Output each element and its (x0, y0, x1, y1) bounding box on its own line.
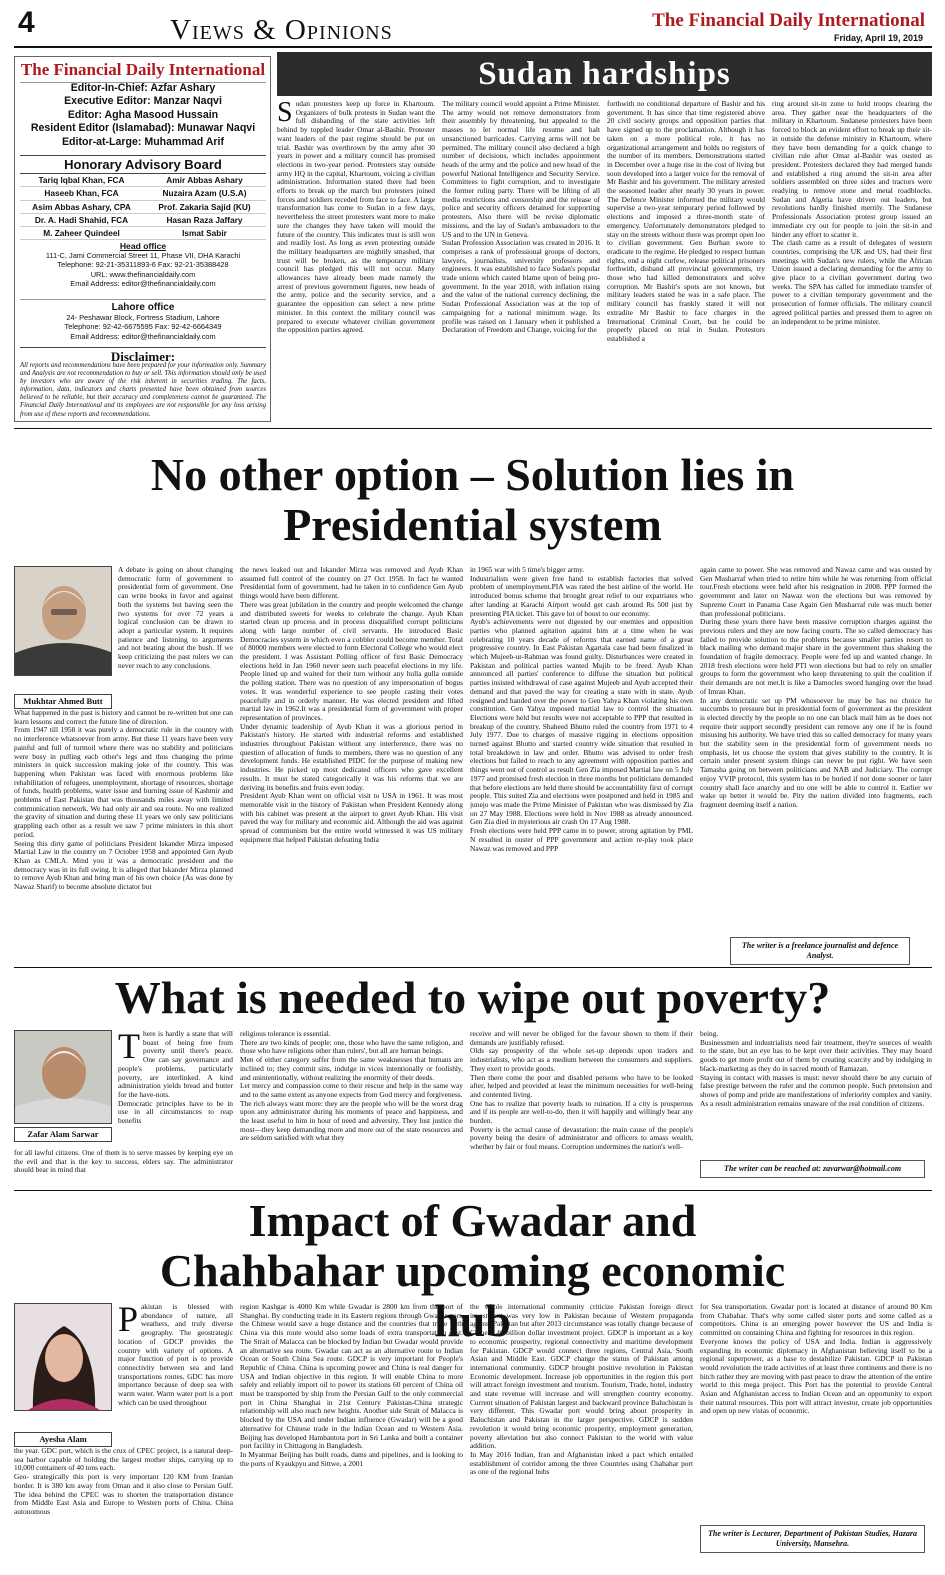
section-divider (14, 967, 932, 968)
presidential-headline: No other option – Solution lies in Presidential system (150, 449, 795, 550)
staff-line: Executive Editor: Manzar Naqvi (64, 95, 222, 108)
author-photo-zafar (14, 1030, 112, 1124)
article-text: here is hardly a state that will boast of being free from poverty until there's peace. One can say governance and people's problems, particularly poverty, are interlinked. A kind administration yields bread and butter for the have-nots. Democratic principles have to be in use in all circumstances to reap benefits (118, 1030, 233, 1126)
board-member: Prof. Zakaria Sajid (KU) (143, 201, 266, 214)
article-text: akistan is blessed with abundance of nature, all weathers, and truly diverse geography. The geostrategic location of GDCP provides the country with variety of options. A major function of port is to provide connectivity between sea and land transportations routes. GDC has more importance because of deep sea with warm water. Warm water port is a port which can be used throughout (118, 1303, 233, 1407)
gwadar-headline: Impact of Gwadar and Chahbahar upcoming economic hub (159, 1195, 786, 1346)
poverty-headline: What is needed to wipe out poverty? (114, 972, 831, 1023)
presidential-column: What happened in the past is history and cannot be re-written but one can learn lessons and correct the future line of direction. From 1947 till 1958 it was purely a democratic rule in the country with no interference whatsoever from army. But these 11 years have been very painful and full of turmoil where there was no stability and politicians were busy in pulling each other's legs and thus changing the prime ministers in quick succession making joke of the country. This was happening when Pakistan was faced with enormous problems like rehabilitation of refugees, unemployment, shortage of resources, shortage of funds, health problems, water issue and burning issue of Kashmir and problems of East Pakistan that was thousands miles away with limited communication network. We had only air and sea route. No one realized the gravity of situation and during these 11 years we only saw politicians grappling each other as a result we saw 7 prime ministers in this short period. Seeing this dirty game of politicians President Iskander Mirza imposed Martial Law in the country on 7 October 1958 and appointed Gen Ayub Khan as CMLA. Mind you it was a democratic president and the democracy was in its full swing. It is alleged that Iskander Mirza planned to remove Ayub Khan and bring man of his own choice (As was done by Nawaz Sharif) to become absolute dictator but (14, 709, 233, 892)
disclaimer-title: Disclaimer: (20, 347, 266, 365)
address-line: URL: www.thefinancialdaily.com (90, 269, 196, 279)
disclaimer-text: All reports and recommendations have been prepared for your information only. Summary and Analysis are not recommendation to buy or sell. This information should only be used by investors who are aware of the risk inherent in securities trading. The facts, information, data, indicators and charts presented have been obtained from sources believed to be reliable, but their accuracy and completeness cannot be guaranteed. The Financial Daily International and its employees are not responsible for any loss arising from use of these reports and recommendations. (20, 362, 266, 418)
gwadar-column: region Kashgar is 4000 Km while Gwadar is 2800 km from the port of Shanghai. By conducting trade in its Eastern regions through Gwadar port, the Chinese would save a huge distance and the countries that trade with China via this route would also some loads of extra transportation cost. The Strait of Malacca can be blocked by Indian but Gwadar would provide an alternative sea route. Gwadar can act as an alternative route to Indian Ocean or South China Sea route. GDCP is very important for People's Republic of China. China is upcoming power and China is real danger for USA and Indian objective in this region. It will enable China to more safely and reliably import oil to power its stations 60 percent of China oil must be transported by ship from the Persian Gulf to the only commercial port in China Shanghai in 21st Century Pakistan-China strategic relationship will also reach new heights. Another side Strait of Malacca is blocked by the USA and under Indian influence (Gwadar) will be a good alternative for Chinese trade in the Indian Ocean and to Western Asia. Beijing has developed Hambantota port in Sri Lanka and built a container port facility in Chittagong in Bangladesh. In Myanmar Beijing has built roads, dams and pipelines, and is looking to the ports of Kyaukpyu and Sittwe, a 2001 (240, 1303, 463, 1468)
author-credit: The writer can be reached at: zavarwar@hotmail.com (700, 1160, 925, 1178)
sudan-column: The military council would appoint a Prime Minister. The army would not remove demonstrators from their assembly by threatening, but appealed to the masses to let normal life resume and halt unsanctioned barricades. Carrying arms will not be permitted. The military council also declared a high number of decisions, which includes appointment heads of the army and the police and new head of the powerful National Intelligence and Security Service. Committees to fight corruption, and to investigate the former ruling party. There will be lifting of all media restrictions and censorship and the release of police and security officers detained for supporting protesters. Also there will be revise diplomatic missions, and the lay of Sudan's ambassadors to the US and to the UN in Geneva. Sudan Profession Association was created in 2016. It comprises a rank of professional groups of doctors, lawyers, journalists, university professors and engineers. It was established to face Sudan's popular trade unions which casted blame upon of being pro-government. In the year 2018, with inflation rising and the value of the national currency declining, the Sudan Professional Association was at the top of campaigning for a national minimum wage. Its profile was raised on 1 January when it published a Declaration of Freedom and Change, voicing for the (442, 100, 600, 335)
portrait-image (15, 567, 112, 676)
staff-line: Resident Editor (Islamabad): Munawar Naqvi (30, 122, 256, 135)
portrait-image (15, 1031, 112, 1124)
address-line: 24- Peshawar Block, Fortress Stadium, Lahore (66, 313, 220, 322)
article-text: udan protesters keep up force in Khartoum. Organizers of bulk protests in Sudan want the full disbanding of the state activities left behind by toppled leader Omar al-Bashir. Protester want leaders of the past regime should be put on trial. Bashir was overthrown by the army after 30 years in power and a military council has promised elections in two-year period. Protesters stay outside army HQ in the capital, Khartoum, voicing a civilian administration. Information stated there had been efforts to break up the march but protesters joined forces and soldiers receded from face to face. A large transformation has come to Sudan in a few days, nevertheless the street protesters want more to make sure the changes they have taken will mould the future of the country. This indicates trust is still won and readily lost. As long as even protesting outside the military headquarters are mightily smashed, that trust will be broken, as the temporary military council has pledged this will not occur. Many allowances have already been made namely the arrest of previous government figures, new heads of the army, police and the security service, and a guarantee the opposition can select a new prime minister. In this context the military council was prepared to execute whatever civilian government the opposition parties agreed. (277, 100, 435, 335)
section-divider (14, 428, 932, 429)
sudan-column: forthwith no conditional departure of Bashir and his government. It has since that time registered above 20 civil society groups and opposition parties that have signed up to the proclamation. Although it has taken on a more political role, it has no organizational arrangement and holds no registers of the number of its members. Demonstrations started in December over a huge rise in the cost of living but soon developed into a larger voice for the removal of Mr Bashir and his government. The military arrested the seasoned leader after nearly 30 years in power. The Defence Minister informed the military would supervise a two-year temporary period followed by elections and imposed a three-month state of emergency. Unfortunately demonstrators pledged to stay on the streets without there was prompt open loo to civilian government. Gen Burhan swore to eradicate to the regime. He pledged to respect human rights, end a night curfew, release political prisoners forthwith, disband all provincial governments, try those who had killed demonstrators and solve corruption. Mr Bashir's spots are not known, but military leaders stated he was in a safe place. The military council has frankly stated it will not extradite Mr Bashir to face charges in the International Criminal Court, but he could be properly placed on trial in Sudan. Protestors established a (607, 100, 765, 343)
page-number: 4 (18, 6, 35, 39)
gwadar-column: the year. GDC port, which is the crux of CPEC project, is a natural deep-sea harbor capable of holding the largest mother ships, carrying up to 10,000 containers of 40 tons each. Geo- strategically this port is very important 120 KM from Iranian border. It is 380 km away from Oman and it also close to Persian Gulf. The idea behind the CPEC was to shorten the transportation distance from Middle East Asia and Europe to Western ports of China. China autonomous (14, 1447, 233, 1516)
board-member: Ismat Sabir (143, 227, 266, 240)
author-credit: The writer is Lecturer, Department of Pakistan Studies, Hazara University, Mansehra. (700, 1525, 925, 1553)
board-member: Tariq Iqbal Khan, FCA (20, 174, 143, 187)
sudan-column: ring around sit-in zone to hold troops clearing the area. They gather near the headquarters of the military in Khartoum. Sudanese protesters have been forced to block an evident effort to break up their sit-in outside the defense ministry in Khartoum, where they have been demanding for a quick change to civilian rule after Omar al-Bashir was ousted as president. Protesters declared they had merged hands and established a ring around the sit-in area after soldiers assembled on three sides and tractors were readying to remove stone and metal roadblocks. Sudan and Algeria have driven out leaders, but revolutions hardly finished merrily. The Sudanese Professionals Association protest group issued an immediate cry out for people to join the sit-in and hinder any effort to scatter it. The clash came as a result of delegates of western countries, comprising the UK and US, had their first meetings with Sudan's new rulers, while the African Union issued a declaring demanding for the army to give place to a civilian government during two weeks. The SPA has called for immediate transfer of power to a civilian temporary government and the prosecution of former officials. The military council agreed political parties and pressed them to agree on an independent to be prime minister. (772, 100, 932, 326)
presidential-column: again came to power. She was removed and Nawaz came and was ousted by Gen Musharraf when tried to retire him while he was returning from official tour.Fresh elections were held after his resignation in 2008. PPP formed the government and later on Nawaz won the elections but was removed by Supreme Court in Panama Case Again Gen Musharraf rule was much better than professional politicians. During these years there have been massive corruption charges against the previous rulers and they are now facing courts. The so called democracy has failed to provide solution to the problems because smaller parties resort to black mailing who demand major share in the government thus shaking the foundation of fragile democracy. People were fed up and wanted change. In 2018 fresh elections were held PTI won elections but had to rely on smaller groups to form the government who keep threatening to quit the coalition if their demands are not met.It is like a Damocles sword hanging over the head of Imran Khan. In any democratic set up PM whosoever he may be has no choice he succumbs to pressure but in presidential form of government as the president is elected directly by the people so no one can black mail him as he does not require their support secondly president can remove any one if he is found misusing his authority. We have tried this so called democracy for many years but the stability seen in the presidential form of government needs no emphasis, let us choose the system that gives stability to the country. It is certain under present system things can never be put right. We have seen Tamasha going on between politicians and NAB and Judiciary. The corrupt enjoy VVIP protocol, this system has to be buried if not done sooner or later country shall face anarchy and no one will be able to control it. Earlier we wake up better it would be. Pity the nation divided into fragments, each fragment deeming itself a nation. (700, 566, 932, 809)
board-member: M. Zaheer Quindeel (20, 227, 143, 240)
staff-line: Editor-at-Large: Muhammad Arif (61, 135, 225, 148)
drop-cap: T (118, 1030, 140, 1066)
sudan-headline: Sudan hardships (277, 52, 932, 96)
head-office-title: Head office (119, 241, 167, 251)
author-photo-mukhtar (14, 566, 112, 676)
advisory-board (20, 174, 266, 240)
drop-cap: S (277, 100, 293, 128)
drop-cap: P (118, 1303, 139, 1339)
board-member: Amir Abbas Ashary (143, 174, 266, 187)
article-intro (118, 1030, 233, 1148)
sudan-column (277, 100, 435, 422)
presidential-column: the news leaked out and Iskander Mirza was removed and Ayub Khan assumed full control of the country on 27 Oct 1958. In fact he wanted Presidential form of government, had he taken in to confidence Gen Ayub things would have been different. There was great jubilation in the country and people welcomed the change and distributed sweets for weeks to celebrate the change. Ayub Khan started clean up process and in process disqualified corrupt politicians along with large number of civil servants. He introduced Basic Democracies system in which even a cobbler could become member. Total of 80000 members were elected to form Electoral College who would elect the president. I was Assistant Polling officer of first Basic Democracy elections held in Jan 1960 never seen such peaceful elections in my life. People lined up and waited for their turn without any hulla gulla outside the polling station. There was no question of any impersonation of bogus votes. It was wonderful experience to see people casting their votes peacefully and in orderly manner. He was elected president and lifted martial law in 1962.It was a presidential form of government with proper representation of provinces. Under dynamic leadership of Ayub Khan it was a glorious period in Pakistan's history. He started with industrial reforms and established industries throughout Pakistan without any interference, there was no question of allocation of funds to members, there was no question of any development funds. He established PIDC for the purpose of making new industries. He picked up most dedicated officers who gave excellent results. It must be stated categorically it was his reforms that we are deriving its benefits and fruits even today. President Ayub Khan went on official visit to USA in 1961. It was most memorable visit in the history of Pakistan when President Kennedy along with his cabinet was present at the airport to greet Ayub Khan. His visit paved the way for military and economic aid. Although the aid was against spread of communism but the entire world witnessed it was US military equipment that helped Pakistan defeating India (240, 566, 463, 844)
address-line: Email Address: editor@thefinancialdaily.com (70, 278, 216, 288)
advisory-board-title: Honorary Advisory Board (20, 155, 266, 174)
poverty-column: receive and will never be obliged for the favour shown to them if their demands are justifiably refused. Olds say prosperity of the whole set-up depends upon traders and industrialists, who act as a medium between the consumers and suppliers. They exert to provide goods. Then there come the poor and disabled persons who have to be looked after, helped and provided at least the minimum necessities for well-being and contented living. One has to realize that poverty leads to ruination. If a city is prosperous and if its people are well-to-do, then it will happily and willingly bear any burden. Poverty is the actual cause of devastation: the main cause of the people's poverty being the desire of administrator and officers to amass wealth, whether by fair or foul means. Corruption undermines the nation's well- (470, 1030, 693, 1152)
address-line: Telephone: 92-42-6675595 Fax: 92-42-6664349 (64, 322, 222, 332)
poverty-column: being. Businessmen and industrialists need fair treatment, they're sources of wealth to the state, but an eye has to be kept over their activities. They may hoard goods to get more profit out of them by creating scarcity and by indulging in black-marketing as they do in sacred month of Ramazan. Staying in contact with masses is must: never should there be any curtain of false prestige between the ruler and the common people. Such pretension and shows of pomp and pride are manifestations of inferiority complex and vanity. As a result administration remains unaware of the real condition of citizens. (700, 1030, 932, 1108)
board-member: Dr. A. Hadi Shahid, FCA (20, 214, 143, 227)
gwadar-column: for Sea transportation. Gwadar port is located at distance of around 80 Km from Chabahar. That's why some called sister ports and some called as a competitors. China is an emerging power however the US and India is committed on containing China and fighting for resources in this region. Everyone knows the policy of USA and India. Indian is aggressively expanding its economic diplomacy in Afghanistan believing itself to be a regional superpower, as a base to destabilize Pakistan. GDCP in Pakistan would revolution the trade activities of at least three continents and there is no hitch rather they are moving with past peace to draw the attention of the entire world to this mega project. This Port has the potential to provide Central Asian and Afghanistan access to Indian Ocean and an opportunity to export their natural resources. This port will attract investor, create job opportunities and open up new vistas of economic. (700, 1303, 932, 1416)
gwadar-column: the whole international community criticize Pakistan foreign direct investment was very low in Pakistan because of Western propaganda against Pakistan but after 2013 circumstance was totally change because of Chinese 46 billion dollar investment project. GDCP is important as a key to economic prosperity, regional connectivity and maritime development for Pakistan. GDCP would connect three regions, Central Asia, South Asian and Middle East. GDCP change the status of Pakistan among international community. GDCP brought positive revolution in Pakistan Economic development. Increase job opportunities in the region this port will attract foreign investment and tourism. Tourism, Trade, hotel, industry and state revenue will increase and will strengthen country economy. Current situation of Pakistan largest and backward province Baluchistan is very different. This Gwadar port would bring about prosperity in Baluchistan and Pakistan in the larger perspective. GDCP is sudden revolution it would bring economic prosperity, employment generation, poverty alleviation but also connect Pakistan to the world with value addition. In May 2016 Indian, Iran and Afghanistan inked a pact which entailed establishment of corridor among the three Countries using Chabahar port as one of the regional hubs (470, 1303, 693, 1477)
address-line: Email Address: editor@thefinancialdaily.com (70, 331, 216, 341)
head-office (20, 241, 266, 288)
masthead: The Financial Daily International (652, 10, 925, 31)
address-line: 111-C, Jami Commercial Street 11, Phase VII, DHA Karachi (45, 251, 241, 260)
dateline: Friday, April 19, 2019 (833, 33, 923, 43)
author-name: Zafar Alam Sarwar (14, 1127, 112, 1142)
staff-line: Editor: Agha Masood Hussain (67, 108, 219, 121)
section-title: Views & Opinions (170, 14, 393, 46)
portrait-image (15, 1304, 112, 1411)
editorial-masthead: The Financial Daily International (20, 60, 266, 83)
poverty-column: religious tolerance is essential. There are two kinds of people: one, those who have the same religion, and those who have religions other than rulers', but all are human beings. Men of either category suffer from the same weaknesses that humans are inclined to; they commit sins, indulge in vices intentionally or foolishly, and unintentionally, without realizing the enormity of their deeds. Let mercy and compassion come to their rescue and help in the same way and to the same extent as anyone expects from God mercy and forgiveness. The rich always want more: they are the people who will be the worst drag upon any administrator during his moments of peace and happiness, and the least useful to him in hour of need and adversity. They lust justice the most—they keep demanding more and more out of the state resources and are seldom satisfied with what they (240, 1030, 463, 1143)
board-member: Haseeb Khan, FCA (20, 187, 143, 200)
lahore-office (20, 299, 266, 341)
article-intro: A debate is going on about changing democratic form of government to presidential form of government. One can write books in favor and against both the systems but having seen the two systems for over 72 years a logical conclusion can be drawn to adopt a particular system. It requires patience and listening to arguments and not beating about the bush. If we keep criticizing the past rulers we can never reach to any conclusions. (118, 566, 233, 670)
author-name: Mukhtar Ahmed Butt (14, 694, 112, 709)
presidential-column: in 1965 war with 5 time's bigger army. Industrialists were given free hand to establish factories that solved problem of unemployment.PIA was rated the best airline of the world. He introduced bonus scheme that brought great relief to our expatriates who after landing at Karachi Airport would get cash around Rs 500 just by presenting PIA ticket. This gave lot of boost to our economy. Ayub's achievements were not digested by our enemies and opposition parties who planned agitation against him at a time when he was celebrating 10 years decade of reforms that earned name of a great progressive country. In East Pakistan Agartala case had been finalized in which Mujeeb-ur-Rahman was found guilty. Disturbances were created in Pakistan and political parties wanted Mujib to be freed. Ayub Khan announced all parties' conference to diffuse the situation but political parties insisted withdrawal of case against Mujeeb and Ayub accepted their demand and that paved the way for creating a state with in state. Ayub resigned and handed over the power to Gen Yahya Khan violating his own constitution. Gen Yahya imposed martial law to control the situation. Elections were held but results were not acceptable to PPP that resulted in breakup of the country. Shaheed Bhutto ruled the country from 1971 to 4 July 1977. Due to charges of massive rigging in elections opposition turned against Bhutto and started country wide situation that resulted in total breakdown in law and order. Bhutto was advised to order fresh elections but failed to reach to any agreement with opposition parties and things went out of control as result Gen Zia imposed Martial law on 5 July 1977 and promised fresh election in three months but politicians demanded that before elections are held there should be accountability first of corrupt people. This suited Zia and elections were postponed and held in 1985 and junejo was made the Prime Minister of Pakistan who was dismissed by Zia on 27 May 1988. Elections were held in Nov 1988 as already announced. Gen Zia died in mysterious air crash On 17 Aug 1988. Fresh elections were held PPP came in to power, strong agitation by PML N resulted in ouster of PPP government and action re-play took place Nawaz was removed and PPP (470, 566, 693, 853)
board-member: Nuzaira Azam (U.S.A) (143, 187, 266, 200)
staff-line: Editor-In-Chief: Azfar Ashary (70, 82, 216, 94)
author-name: Ayesha Alam (14, 1432, 112, 1447)
board-member: Hasan Raza Jaffary (143, 214, 266, 227)
section-divider (14, 1190, 932, 1191)
board-member: Asim Abbas Ashary, CPA (20, 201, 143, 214)
lahore-office-title: Lahore office (111, 302, 175, 313)
header-rule (14, 46, 932, 48)
article-intro (118, 1303, 233, 1446)
address-line: Telephone: 92-21-35311893-6 Fax: 92-21-35388428 (57, 260, 229, 270)
poverty-column: for all lawful citizens. One of them is to serve masses by keeping eye on the evil and that is the key to success, elders say. The administrator should bear in mind that (14, 1149, 233, 1175)
editorial-staff (20, 82, 266, 149)
author-photo-ayesha (14, 1303, 112, 1411)
author-credit: The writer is a freelance journalist and defence Analyst. (730, 937, 910, 965)
